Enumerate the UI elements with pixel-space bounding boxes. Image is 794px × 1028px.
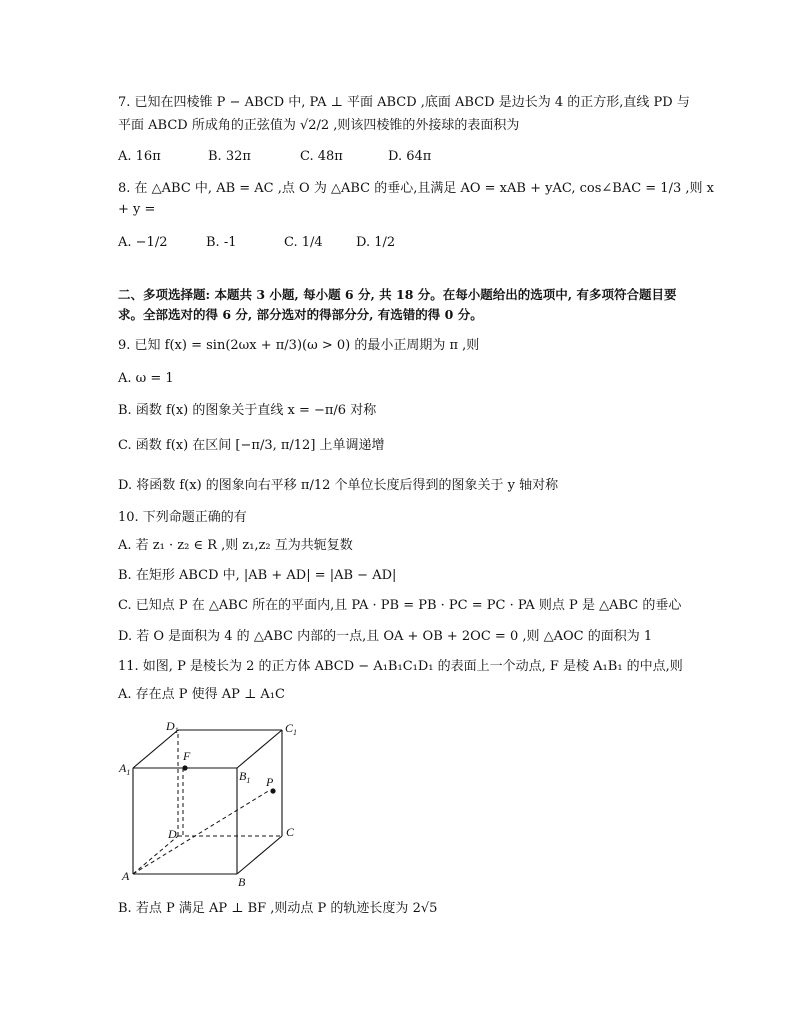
q10-option-c: C. 已知点 P 在 △ABC 所在的平面内,且 PA · PB = PB · PC = PC · PA 则点 P 是 △ABC 的垂心: [118, 598, 682, 613]
q7-line2: 平面 ABCD 所成角的正弦值为 √2/2 ,则该四棱锥的外接球的表面积为: [118, 118, 520, 133]
edge-a-d-hidden: [133, 836, 178, 874]
q8-option-c: C. 1/4: [284, 235, 323, 250]
q7-option-b: B. 32π: [208, 149, 251, 164]
q10-option-d: D. 若 O 是面积为 4 的 △ABC 内部的一点,且 OA + OB + 2OC = 0 ,则 △AOC 的面积为 1: [118, 629, 653, 644]
q10-option-a: A. 若 z₁ · z₂ ∈ R ,则 z₁,z₂ 互为共轭复数: [118, 538, 353, 553]
label-d1: $D_1$: [166, 719, 179, 735]
q8-options: [118, 234, 395, 252]
point-p: [270, 788, 275, 793]
q8-option-d: D. 1/2: [356, 235, 396, 250]
label-a1: $A_1$: [119, 761, 131, 777]
q9-option-c: C. 函数 f(x) 在区间 [−π/3, π/12] 上单调递增: [118, 438, 385, 453]
point-f: [182, 765, 187, 770]
edge-b1-c1: [237, 730, 282, 768]
q8-line2: + y =: [118, 202, 156, 217]
q8-option-b: B. -1: [206, 235, 237, 250]
q7-options: [118, 148, 431, 166]
q9-option-d: D. 将函数 f(x) 的图象向右平移 π/12 个单位长度后得到的图象关于 y 轴对称: [118, 478, 559, 493]
label-c: C: [286, 825, 295, 839]
q9-option-b: B. 函数 f(x) 的图象关于直线 x = −π/6 对称: [118, 403, 377, 418]
section-2-header: 二、多项选择题: 本题共 3 小题, 每小题 6 分, 共 18 分。在每小题给出的选项中, 有多项符合题目要求。全部选对的得 6 分, 部分选对的得部分分, 有选错的得 0 分。: [118, 287, 677, 322]
q9-stem: 9. 已知 f(x) = sin(2ωx + π/3)(ω > 0) 的最小正周期为 π ,则: [118, 338, 480, 353]
q10-stem: 10. 下列命题正确的有: [118, 510, 247, 525]
q11-option-b: B. 若点 P 满足 AP ⊥ BF ,则动点 P 的轨迹长度为 2√5: [118, 901, 438, 916]
q8-option-a: A. −1/2: [118, 235, 168, 250]
cube-figure: [110, 710, 310, 890]
q7-option-d: D. 64π: [388, 149, 432, 164]
label-b1: $B_1$: [239, 769, 251, 785]
q9-option-a: A. ω = 1: [118, 371, 174, 386]
q7-option-a: A. 16π: [118, 149, 161, 164]
label-b: B: [238, 875, 246, 889]
label-d: D: [168, 827, 177, 841]
q11-option-a: A. 存在点 P 使得 AP ⊥ A₁C: [118, 687, 285, 702]
q8-line1: 8. 在 △ABC 中, AB = AC ,点 O 为 △ABC 的垂心,且满足 AO = xAB + yAC, cos∠BAC = 1/3 ,则 x: [118, 181, 714, 196]
q7-line1: 7. 已知在四棱锥 P − ABCD 中, PA ⊥ 平面 ABCD ,底面 ABCD 是边长为 4 的正方形,直线 PD 与: [118, 95, 690, 110]
edge-a1-d1: [133, 730, 178, 768]
edge-b-c: [237, 836, 282, 874]
label-a: A: [122, 869, 130, 883]
label-c1: $C_1$: [285, 721, 298, 737]
q11-stem: 11. 如图, P 是棱长为 2 的正方体 ABCD − A₁B₁C₁D₁ 的表面上一个动点, F 是棱 A₁B₁ 的中点,则: [118, 659, 683, 674]
q10-option-b: B. 在矩形 ABCD 中, |AB + AD| = |AB − AD|: [118, 568, 397, 583]
label-f: F: [183, 749, 191, 763]
segment-a-p-hidden: [133, 790, 270, 874]
q7-option-c: C. 48π: [300, 149, 343, 164]
label-p: P: [266, 775, 274, 789]
